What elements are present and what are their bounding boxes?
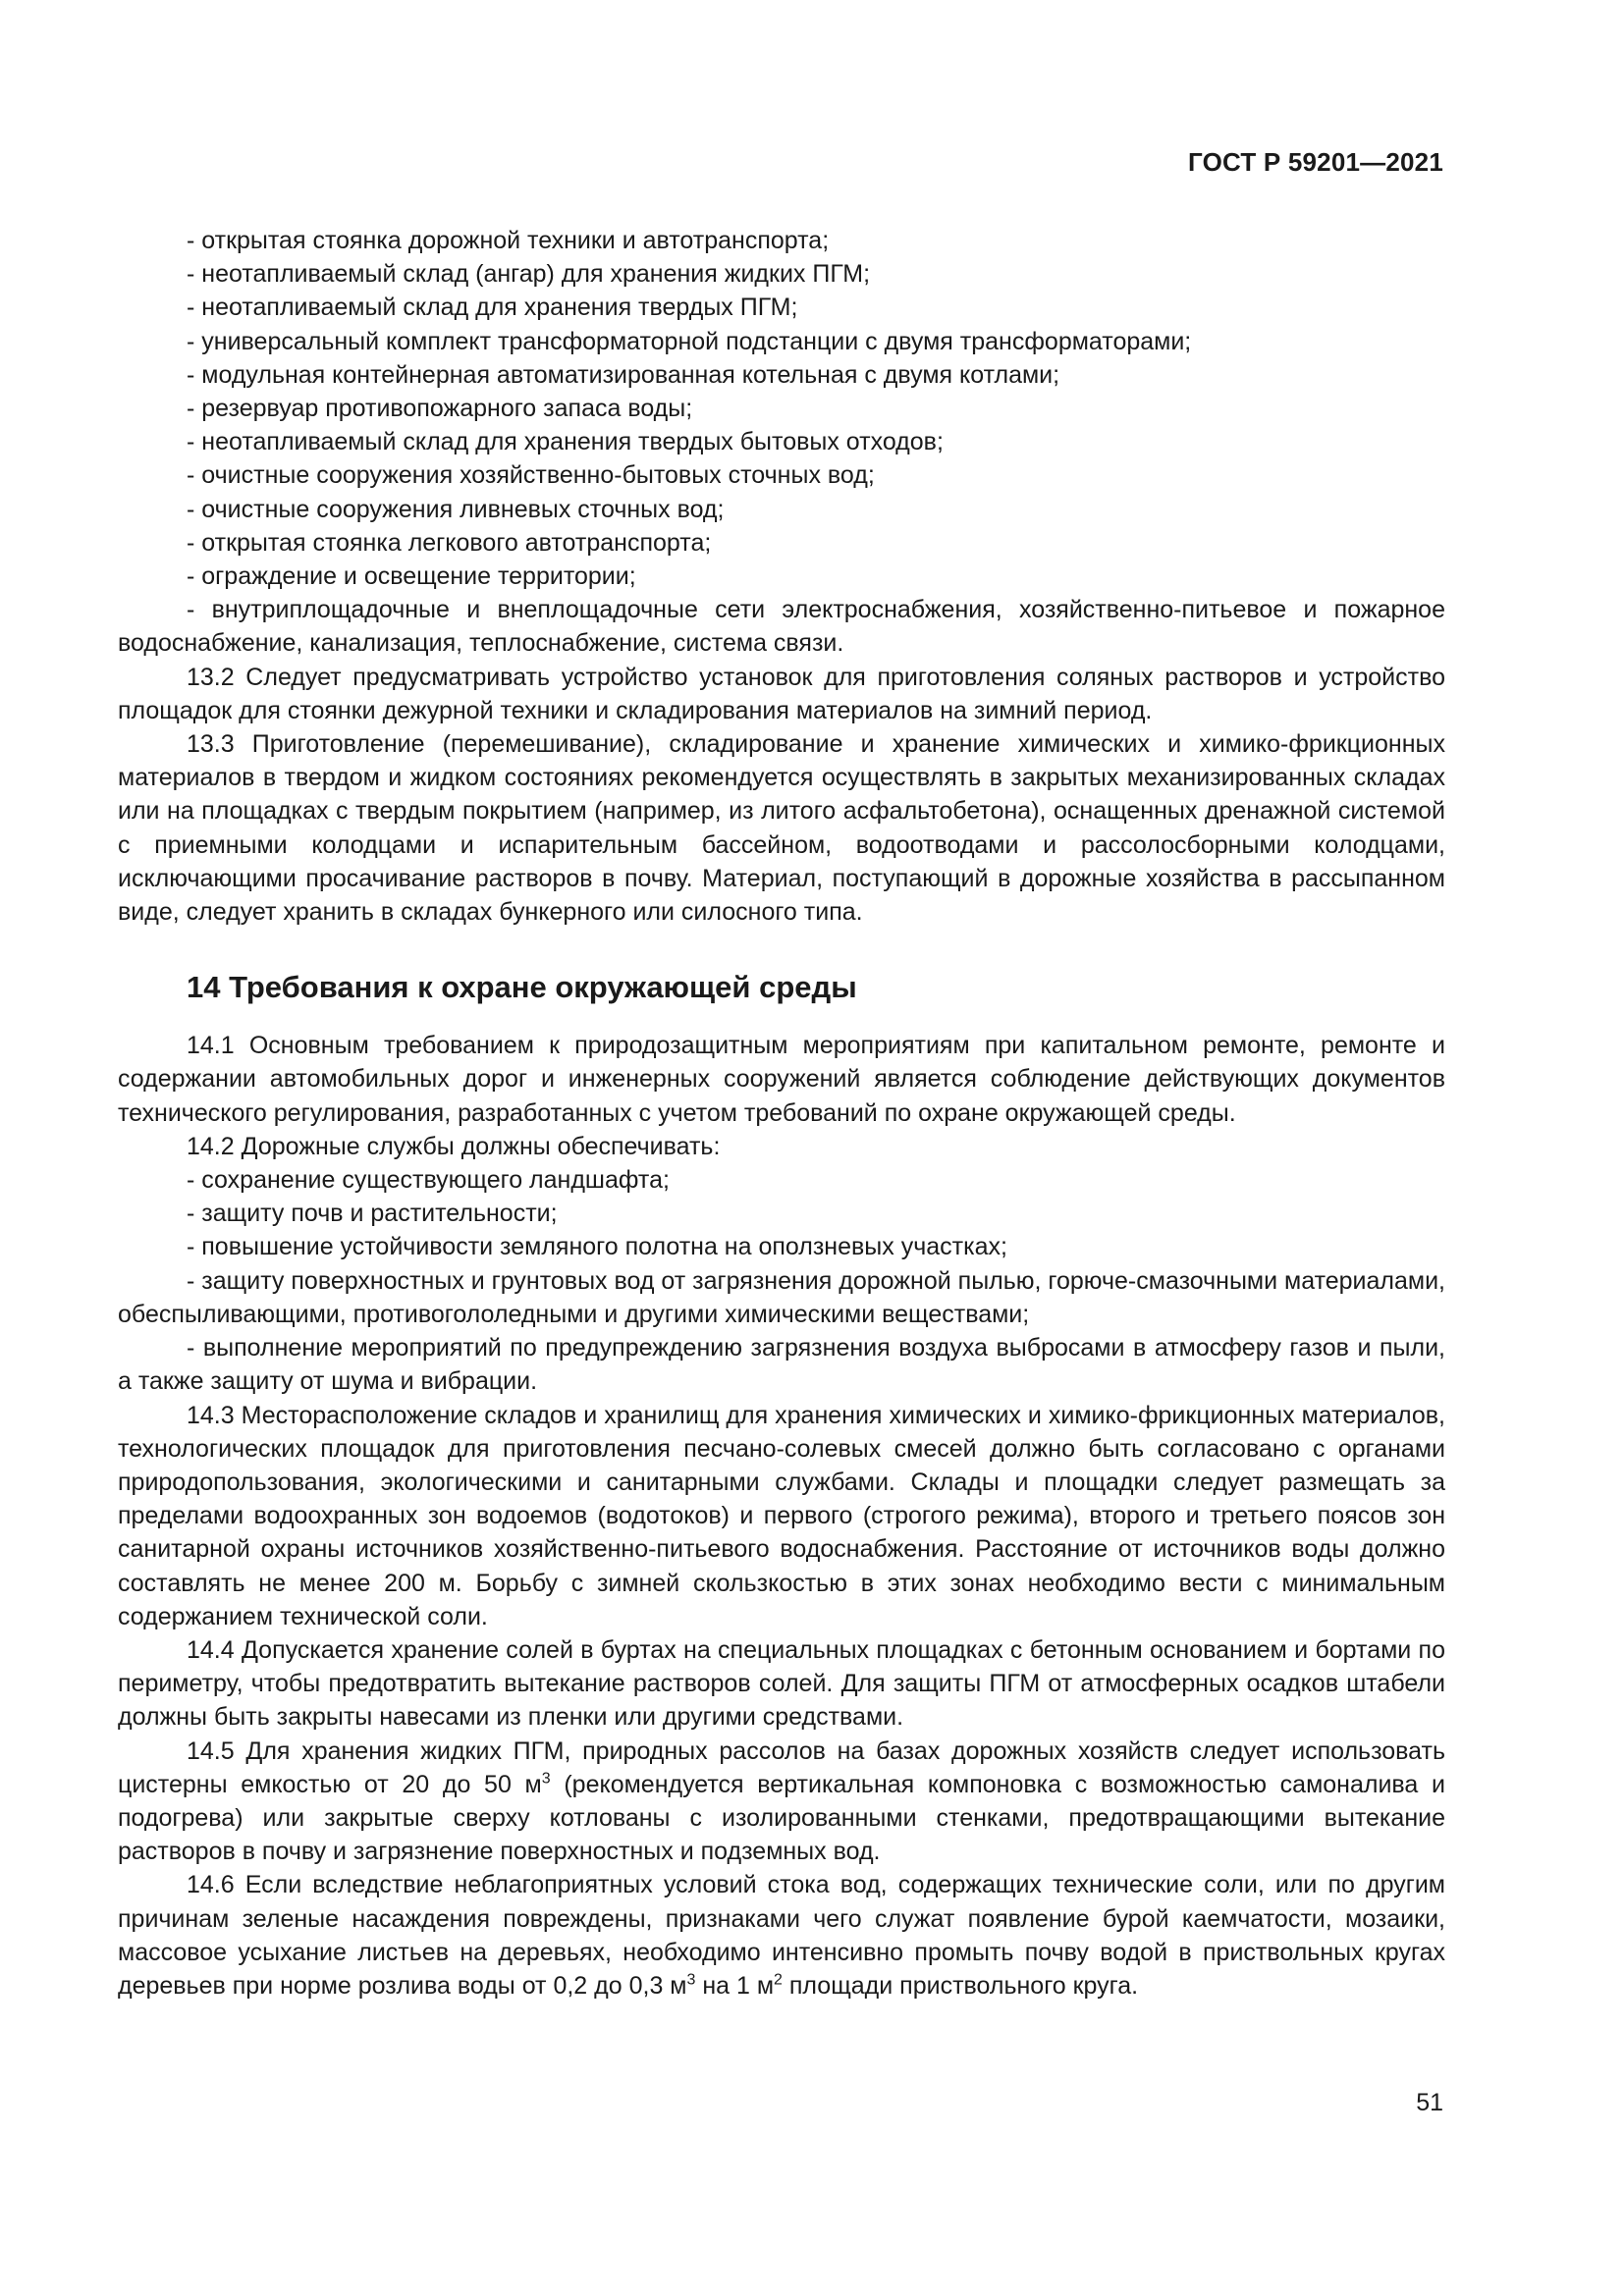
paragraph-14-6 [118,1868,1445,2002]
paragraph-14-2: 14.2 Дорожные службы должны обеспечивать: [187,1132,721,1160]
paragraph-14-6-text-a: 14.6 Если вследствие неблагоприятных условий стока вод, содержащих технические соли, или по другим причинам зеленые насаждения повреждены, признаками чего служат появление бурой каемчатости, мозаики, массовое усыхание листьев на деревьях, необходимо интенсивно промыть почву водой в приствольных кругах деревьев при норме розлива воды от 0,2 до 0,3 м [118,1871,1445,2000]
superscript-cubic: 3 [541,1770,551,1788]
paragraph-14-1: 14.1 Основным требованием к природозащитным мероприятиям при капитальном ремонте, ремонте и содержании автомобильных дорог и инженерных сооружений является соблюдение действующих документов технического регулирования, разработанных с учетом требований по охране окружающей среды. [118,1032,1445,1127]
page-number: 51 [1416,2089,1443,2116]
paragraph-14-3: 14.3 Месторасположение складов и хранилищ для хранения химических и химико-фрикционных материалов, технологических площадок для приготовления песчано-солевых смесей должно быть согласовано с органами природопользования, экологическими и санитарными службами. Склады и площадки следует размещать за пределами водоохранных зон водоемов (водотоков) и первого (строгого режима), второго и третьего поясов зон санитарной охраны источников хозяйственно-питьевого водоснабжения. Расстояние от источников воды должно составлять не менее 200 м. Борьбу с зимней скользкостью в этих зонах необходимо вести с минимальным содержанием технической соли. [118,1401,1445,1630]
list-item: - неотапливаемый склад (ангар) для хранения жидких ПГМ; [187,260,871,289]
list-item: - защиту почв и растительности; [187,1200,558,1228]
list-item: - очистные сооружения хозяйственно-бытовых сточных вод; [187,461,875,490]
list-item: - ограждение и освещение территории; [187,562,636,591]
superscript-cubic: 3 [686,1971,696,1989]
list-item: - резервуар противопожарного запаса воды; [187,395,693,423]
paragraph-14-5-text-a: 14.5 Для хранения жидких ПГМ, природных рассолов на базах дорожных хозяйств следует использовать цистерны емкостью от 20 до 50 м [118,1736,1445,1798]
list-item: - защиту поверхностных и грунтовых вод от загрязнения дорожной пылью, горюче-смазочными материалами, обеспыливающими, противогололедными и другими химическими веществами; [118,1266,1445,1328]
list-item: - повышение устойчивости земляного полотна на оползневых участках; [187,1233,1007,1261]
paragraph-14-5 [118,1735,1445,1869]
list-item: - сохранение существующего ландшафта; [187,1166,670,1195]
list-item: - очистные сооружения ливневых сточных вод; [187,495,725,523]
superscript-square: 2 [774,1971,783,1989]
list-item: - выполнение мероприятий по предупреждению загрязнения воздуха выбросами в атмосферу газов и пыли, а также защиту от шума и вибрации. [118,1334,1445,1396]
list-item: - открытая стоянка легкового автотранспорта; [187,528,712,557]
document-body [118,224,1445,2002]
paragraph-13-2: 13.2 Следует предусматривать устройство установок для приготовления соляных растворов и устройство площадок для стоянки дежурной техники и складирования материалов на зимний период. [118,663,1445,724]
paragraph-14-4: 14.4 Допускается хранение солей в буртах на специальных площадках с бетонным основанием и бортами по периметру, чтобы предотвратить вытекание растворов солей. Для защиты ПГМ от атмосферных осадков штабели должны быть закрыты навесами из пленки или другими средствами. [118,1635,1445,1732]
list-item: - модульная контейнерная автоматизированная котельная с двумя котлами; [187,360,1060,389]
list-item: - открытая стоянка дорожной техники и автотранспорта; [187,227,830,254]
list-item: - неотапливаемый склад для хранения твердых бытовых отходов; [187,428,944,456]
paragraph-14-6-text-b: на 1 м [695,1971,775,2000]
list-item: - универсальный комплект трансформаторной подстанции с двумя трансформаторами; [187,327,1192,355]
list-item: - неотапливаемый склад для хранения твердых ПГМ; [187,294,798,322]
section-14-title: 14 Требования к охране окружающей среды [187,970,857,1005]
paragraph-13-3: 13.3 Приготовление (перемешивание), складирование и хранение химических и химико-фрикционных материалов в твердом и жидком состояниях рекомендуется осуществлять в закрытых механизированных складах или на площадках с твердым покрытием (например, из литого асфальтобетона), оснащенных дренажной системой с приемными колодцами и испарительным бассейном, водоотводами и рассолосборными колодцами, исключающими просачивание растворов в почву. Материал, поступающий в дорожные хозяйства в рассыпанном виде, следует хранить в складах бункерного или силосного типа. [118,730,1445,927]
paragraph-14-5-text-b: (рекомендуется вертикальная компоновка с возможностью самоналива и подогрева) или закрытые сверху котлованы с изолированными стенками, предотвращающими вытекание растворов в почву и загрязнение поверхностных и подземных вод. [118,1770,1445,1866]
list-item: - внутриплощадочные и внеплощадочные сети электроснабжения, хозяйственно-питьевое и пожарное водоснабжение, канализация, теплоснабжение, система связи. [118,596,1445,658]
document-code-header: ГОСТ Р 59201—2021 [1188,147,1443,177]
paragraph-14-6-text-c: площади приствольного круга. [782,1971,1139,2000]
